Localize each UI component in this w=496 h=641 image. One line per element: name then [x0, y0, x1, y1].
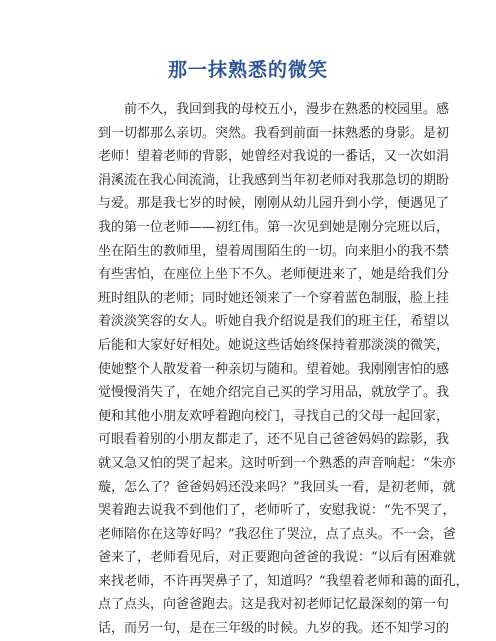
- text-line: 爸来了，老师看见后，对正要跑向爸爸的我说：“以后有困难就: [98, 550, 456, 566]
- text-line: 来找老师，不许再哭鼻子了，知道吗？”我望着老师和蔼的面孔，: [98, 573, 469, 589]
- text-line: 点了点头，向爸爸跑去。这是我对初老师记忆最深刻的第一句: [98, 597, 450, 613]
- text-line: 有些害怕，在座位上坐下不久。老师便进来了，她是给我们分: [98, 267, 450, 283]
- text-line: 老师！望着老师的背影，她曾经对我说的一番话，又一次如涓: [98, 149, 450, 165]
- text-line: 璇，怎么了？爸爸妈妈还没来吗？”我回头一看，是初老师，就: [98, 479, 456, 495]
- text-line: 着淡淡笑容的女人。听她自我介绍说是我们的班主任，希望以: [98, 314, 450, 330]
- text-line: 话，而另一句，是在三年级的时候。九岁的我。还不知学习的: [98, 621, 450, 637]
- text-line: 班时组队的老师；同时她还领来了一个穿着蓝色制服，脸上挂: [98, 290, 450, 306]
- text-line: 坐在陌生的教师里，望着周围陌生的一切。向来胆小的我不禁: [98, 243, 450, 259]
- text-line: 老师陪你在这等好吗？”我忍住了哭泣，点了点头。不一会，爸: [98, 526, 456, 542]
- text-line: 可眼看着别的小朋友都走了，还不见自己爸爸妈妈的踪影，我: [98, 432, 450, 448]
- text-line: 哭着跑去说我不到他们了，老师听了，安慰我说：“先不哭了，: [98, 503, 456, 519]
- text-line: 就又急又怕的哭了起来。这时听到一个熟悉的声音响起：“朱亦: [98, 455, 456, 471]
- text-line: 使她整个人散发着一种亲切与随和。望着她。我刚刚害怕的感: [98, 361, 450, 377]
- text-line: 我的第一位老师——初红伟。第一次见到她是刚分完班以后，: [98, 219, 450, 235]
- text-line: 后能和大家好好相处。她说这些话始终保持着那淡淡的微笑，: [98, 337, 450, 353]
- text-line: 便和其他小朋友欢呼着跑向校门，寻找自己的父母一起回家，: [98, 408, 450, 424]
- essay-body: [98, 98, 469, 641]
- text-line: 前不久，我回到我的母校五小，漫步在熟悉的校园里。感: [124, 102, 450, 117]
- text-line: 到一切都那么亲切。突然。我看到前面一抹熟悉的身影。是初: [98, 125, 450, 141]
- text-line: 觉慢慢消失了，在她介绍完自己买的学习用品，就放学了。我: [98, 385, 450, 401]
- text-line: 涓溪流在我心间流淌，让我感到当年初老师对我那急切的期盼: [98, 172, 450, 188]
- document-title: 那一抹熟悉的微笑: [167, 59, 328, 81]
- text-line: 与爱。那是我七岁的时候，刚刚从幼儿园升到小学，便遇见了: [98, 196, 450, 212]
